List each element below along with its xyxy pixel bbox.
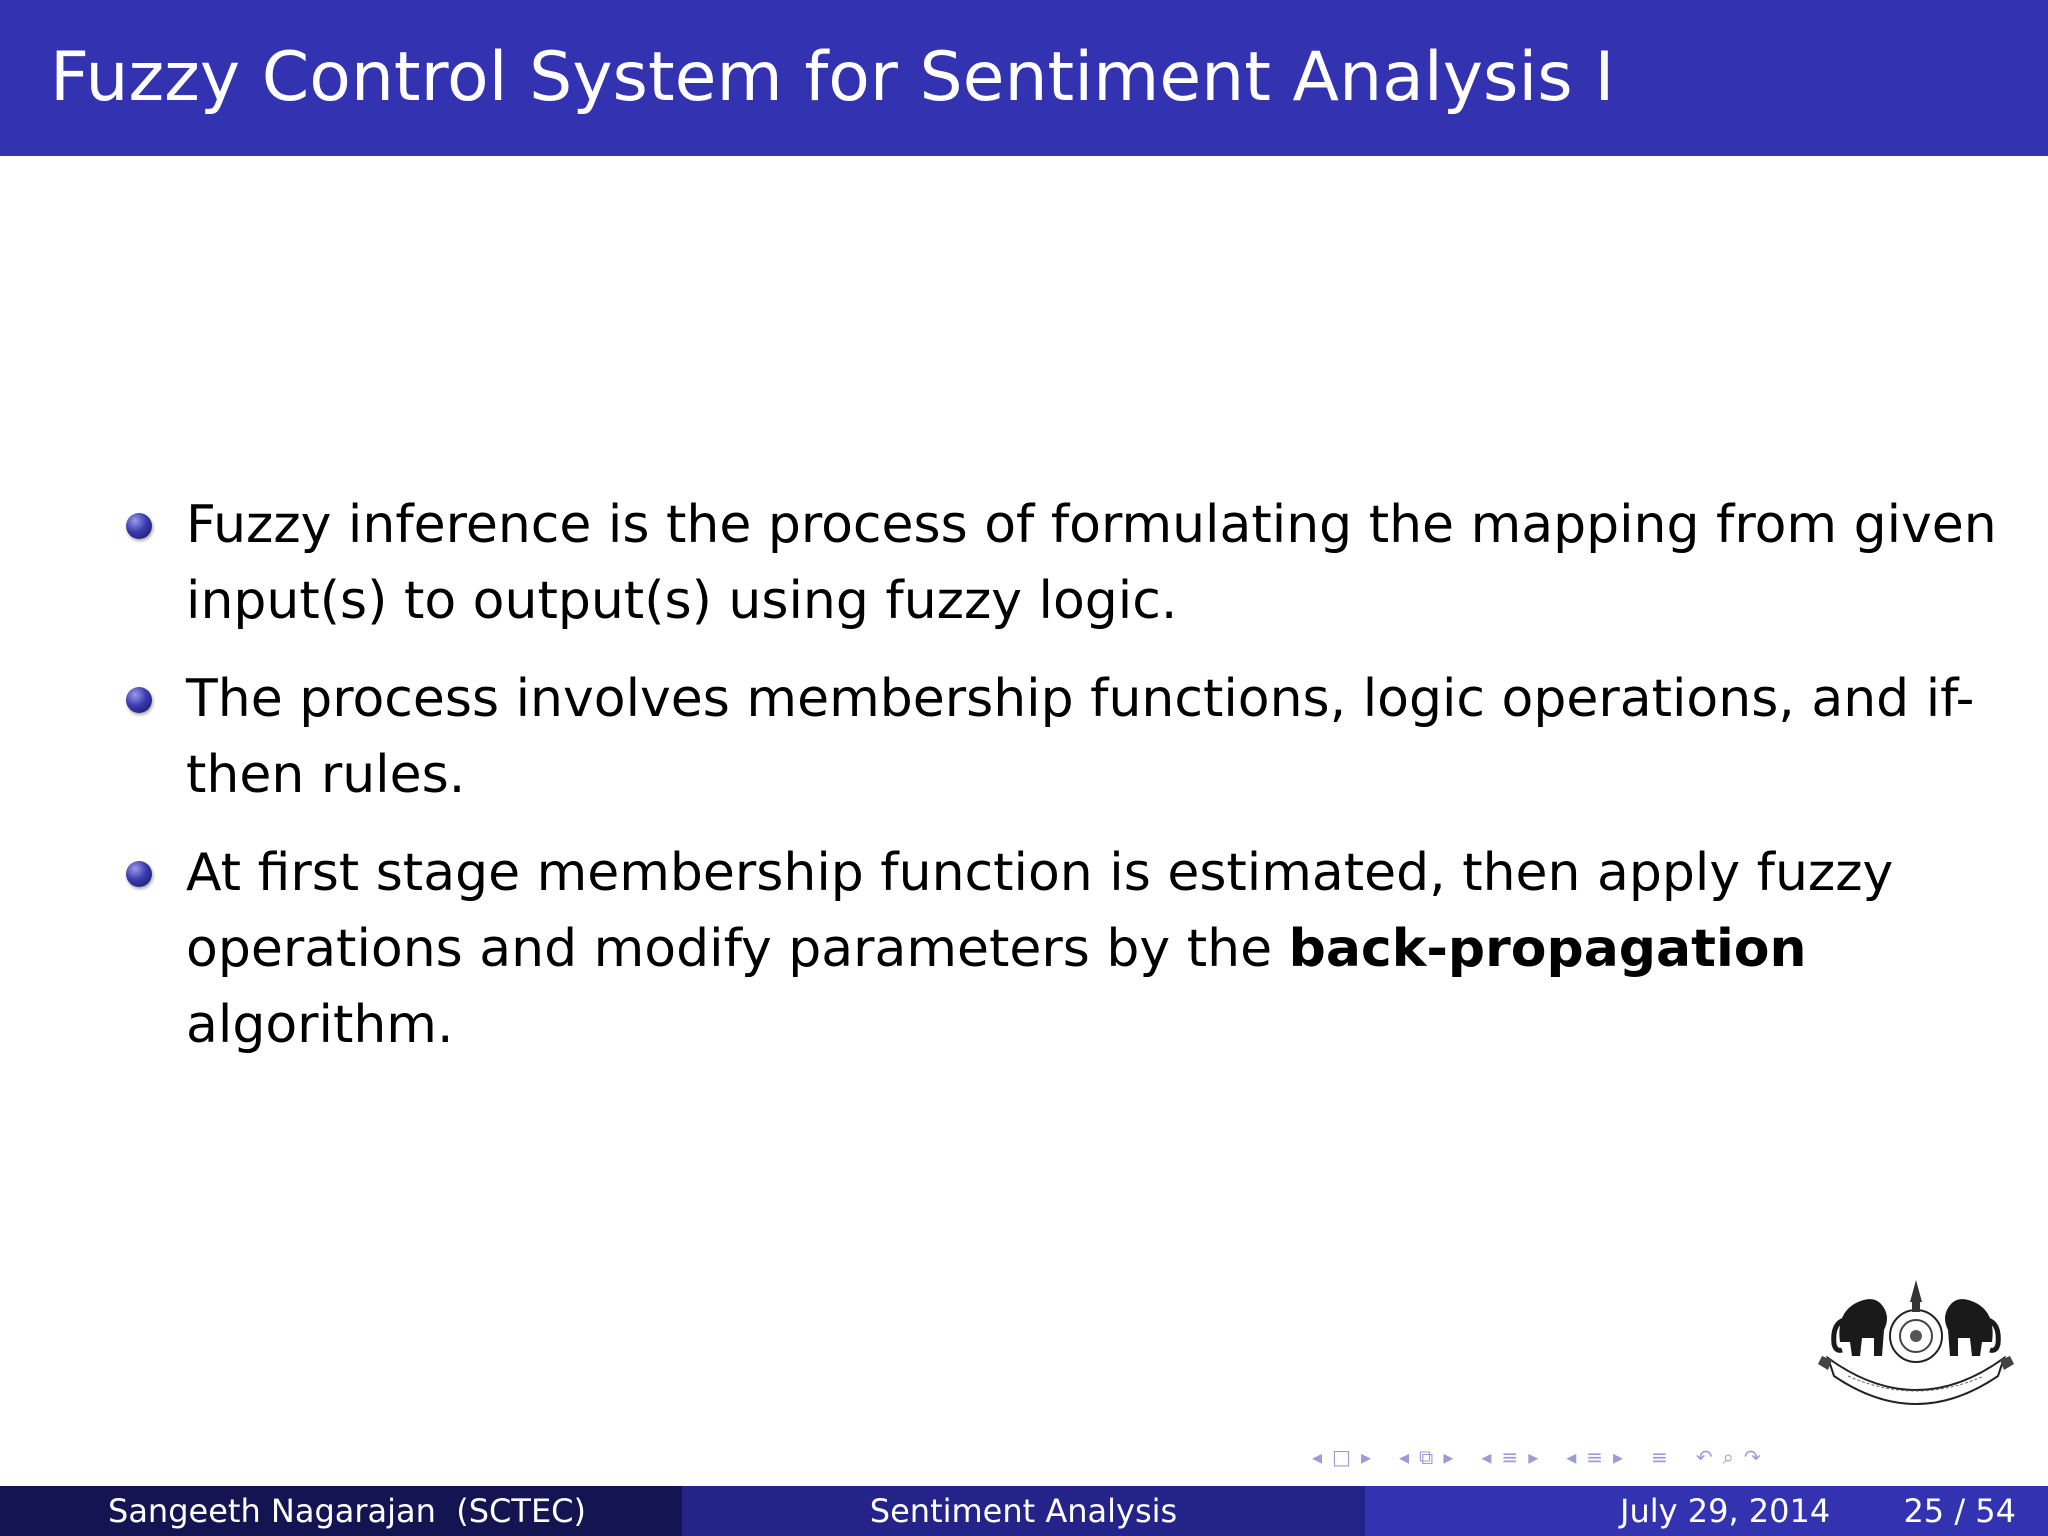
next-section-arrow-icon[interactable]: ▸ — [1528, 1445, 1539, 1469]
footer-right — [1365, 1486, 2048, 1536]
subsection-icon[interactable]: ⧉ — [1419, 1445, 1434, 1469]
bullet-text: At first stage membership function is estimated, then apply fuzzy operations and modify parameters by the — [186, 843, 1894, 979]
slide-icon[interactable]: ≡ — [1586, 1445, 1604, 1469]
bullet-text: Fuzzy inference is the process of formulating the mapping from given input(s) to output(s) using fuzzy logic. — [186, 495, 1997, 631]
bullet-text-end: algorithm. — [186, 995, 454, 1055]
footer-title: Sentiment Analysis — [682, 1486, 1365, 1536]
back-icon[interactable]: ↶ — [1695, 1445, 1713, 1469]
bullet-item — [120, 487, 2000, 639]
prev-section-arrow-icon[interactable]: ◂ — [1481, 1445, 1492, 1469]
bullet-item — [120, 835, 2000, 1063]
bold-term: back-propagation — [1288, 919, 1807, 979]
prev-slide-arrow-icon[interactable]: ◂ — [1566, 1445, 1577, 1469]
bullet-dot-icon — [126, 513, 152, 539]
bullet-item — [120, 661, 2000, 813]
forward-icon[interactable]: ↷ — [1743, 1445, 1761, 1469]
navigation-bar — [1312, 1442, 1761, 1472]
bullet-dot-icon — [126, 861, 152, 887]
bullet-text: The process involves membership functions, logic operations, and if-then rules. — [186, 669, 1975, 805]
footer-date: July 29, 2014 — [1620, 1492, 1831, 1530]
bullet-dot-icon — [126, 687, 152, 713]
prev-subsection-arrow-icon[interactable]: ◂ — [1399, 1445, 1410, 1469]
section-icon[interactable]: ≡ — [1501, 1445, 1519, 1469]
prev-frame-arrow-icon[interactable]: ◂ — [1312, 1445, 1323, 1469]
search-icon[interactable]: ⌕ — [1722, 1445, 1734, 1469]
next-frame-arrow-icon[interactable]: ▸ — [1360, 1445, 1371, 1469]
align-icon[interactable]: ≡ — [1651, 1445, 1668, 1469]
college-emblem-icon — [1818, 1272, 2014, 1412]
bullet-list — [120, 487, 2000, 1085]
next-slide-arrow-icon[interactable]: ▸ — [1613, 1445, 1624, 1469]
title-bar — [0, 0, 2048, 156]
frame-icon[interactable]: □ — [1332, 1445, 1351, 1469]
page-number: 25 / 54 — [1903, 1492, 2016, 1530]
next-subsection-arrow-icon[interactable]: ▸ — [1443, 1445, 1454, 1469]
footer-author: Sangeeth Nagarajan (SCTEC) — [0, 1486, 682, 1536]
slide-title: Fuzzy Control System for Sentiment Analysis I — [50, 38, 1615, 117]
footer — [0, 1486, 2048, 1536]
